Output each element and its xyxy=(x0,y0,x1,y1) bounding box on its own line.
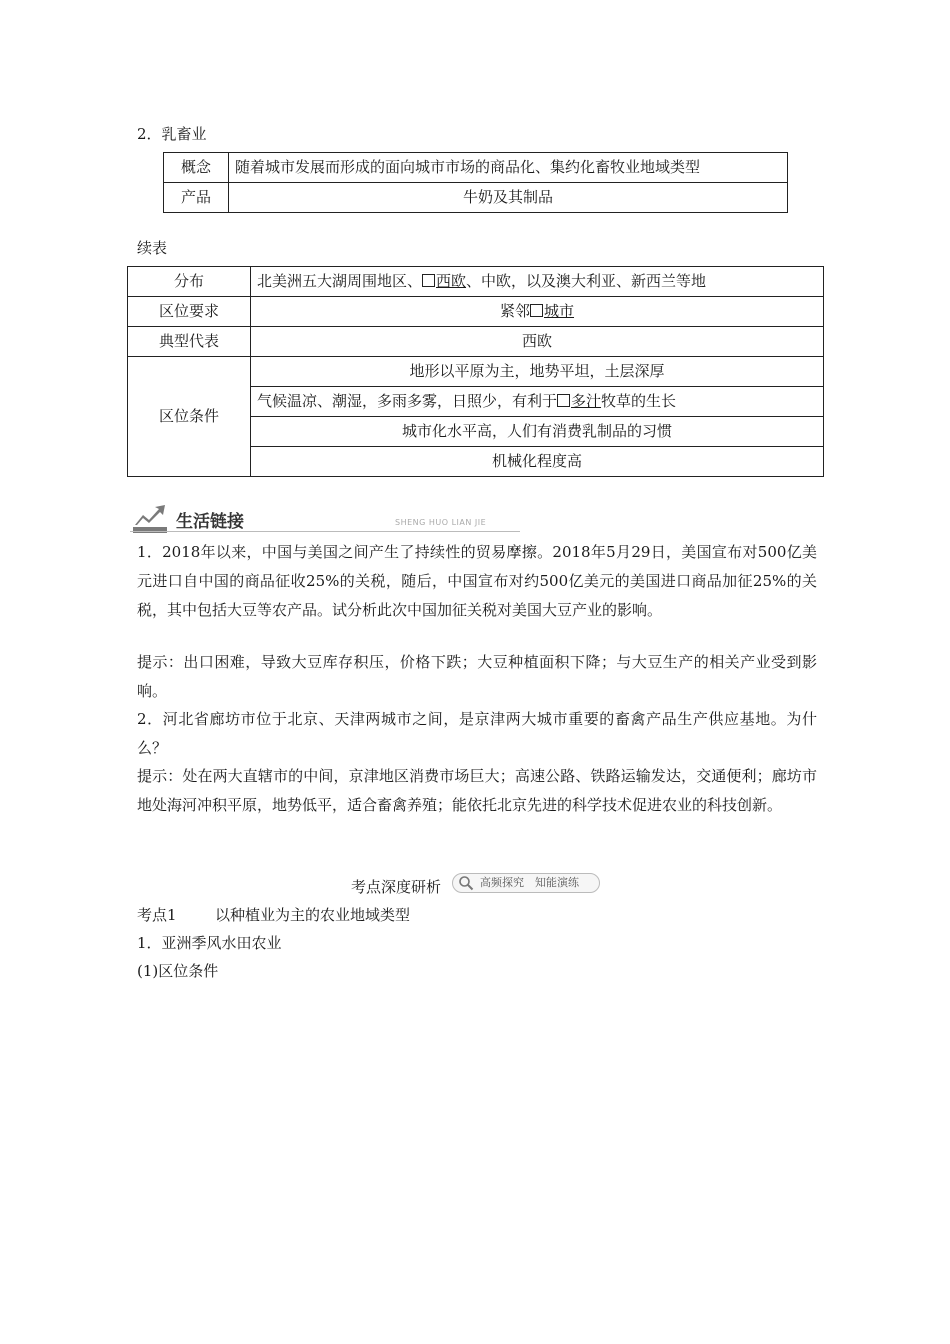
search-icon xyxy=(458,875,474,891)
row-label-example: 典型代表 xyxy=(128,327,251,357)
row-label-requirement: 区位要求 xyxy=(128,297,251,327)
deep-study-title: 考点深度研析 xyxy=(351,878,442,896)
row-value-distribution: 北美洲五大湖周围地区、 西欧、中欧，以及澳大利亚、新西兰等地 xyxy=(251,267,824,297)
divider xyxy=(130,531,520,532)
blank-box-icon xyxy=(422,274,435,287)
blank-fill: 多汁 xyxy=(557,392,601,410)
blank-box-icon xyxy=(557,394,570,407)
row-label-distribution: 分布 xyxy=(128,267,251,297)
hint-2: 提示：处在两大直辖市的中间，京津地区消费市场巨大；高速公路、铁路运输发达，交通便利；廊坊市地处海河冲积平原，地势低平，适合畜禽养殖；能依托北京先进的科学技术促进农业的科技创新。 xyxy=(137,767,817,814)
chart-trend-icon xyxy=(133,503,167,533)
blank-fill: 西欧 xyxy=(422,272,466,290)
subheading-location-conditions: (1)区位条件 xyxy=(137,962,219,980)
section-title-dairy: 2．乳畜业 xyxy=(137,125,207,143)
row-label-concept: 概念 xyxy=(164,153,229,183)
condition-market: 城市化水平高，人们有消费乳制品的习惯 xyxy=(251,417,824,447)
life-link-subtitle: SHENG HUO LIAN JIE xyxy=(395,518,487,527)
table-row xyxy=(128,327,824,357)
row-value-requirement: 紧邻 城市 xyxy=(251,297,824,327)
row-label-conditions: 区位条件 xyxy=(128,357,251,477)
row-value-concept: 随着城市发展而形成的面向城市市场的商品化、集约化畜牧业地域类型 xyxy=(229,153,788,183)
condition-mechanization: 机械化程度高 xyxy=(251,447,824,477)
blank-fill: 城市 xyxy=(530,302,574,320)
row-value-example: 西欧 xyxy=(251,327,824,357)
table-row xyxy=(128,267,824,297)
dairy-table xyxy=(163,152,788,213)
row-value-product: 牛奶及其制品 xyxy=(229,183,788,213)
exam-point-title: 以种植业为主的农业地域类型 xyxy=(215,906,411,924)
table-row xyxy=(164,183,788,213)
continued-label: 续表 xyxy=(137,239,168,257)
hint-1: 提示：出口困难，导致大豆库存积压，价格下跌；大豆种植面积下降；与大豆生产的相关产业受到影响。 xyxy=(137,653,817,700)
row-label-product: 产品 xyxy=(164,183,229,213)
dairy-continued-table xyxy=(127,266,824,477)
deep-study-tag: 高频探究 知能演练 xyxy=(480,876,579,889)
table-row xyxy=(128,297,824,327)
table-row xyxy=(128,357,824,387)
life-link-title: 生活链接 xyxy=(176,512,244,532)
question-1: 1．2018年以来，中国与美国之间产生了持续性的贸易摩擦。2018年5月29日，美国宣布对500亿美元进口自中国的商品征收25%的关税，随后，中国宣布对约500亿美元的美国进口商品加征25%的关税，其中包括大豆等农产品。试分析此次中国加征关税对美国大豆产业的影响。 xyxy=(137,543,817,619)
exam-point-heading xyxy=(137,904,410,925)
condition-terrain: 地形以平原为主，地势平坦，土层深厚 xyxy=(251,357,824,387)
table-row xyxy=(164,153,788,183)
exam-point-number: 考点1 xyxy=(137,906,177,924)
condition-climate: 气候温凉、潮湿，多雨多雾，日照少，有利于 多汁牧草的生长 xyxy=(251,387,824,417)
question-2: 2．河北省廊坊市位于北京、天津两城市之间，是京津两大城市重要的畜禽产品生产供应基地。为什么？ xyxy=(137,710,817,757)
blank-box-icon xyxy=(530,304,543,317)
subheading-asia-paddy: 1．亚洲季风水田农业 xyxy=(137,934,282,952)
